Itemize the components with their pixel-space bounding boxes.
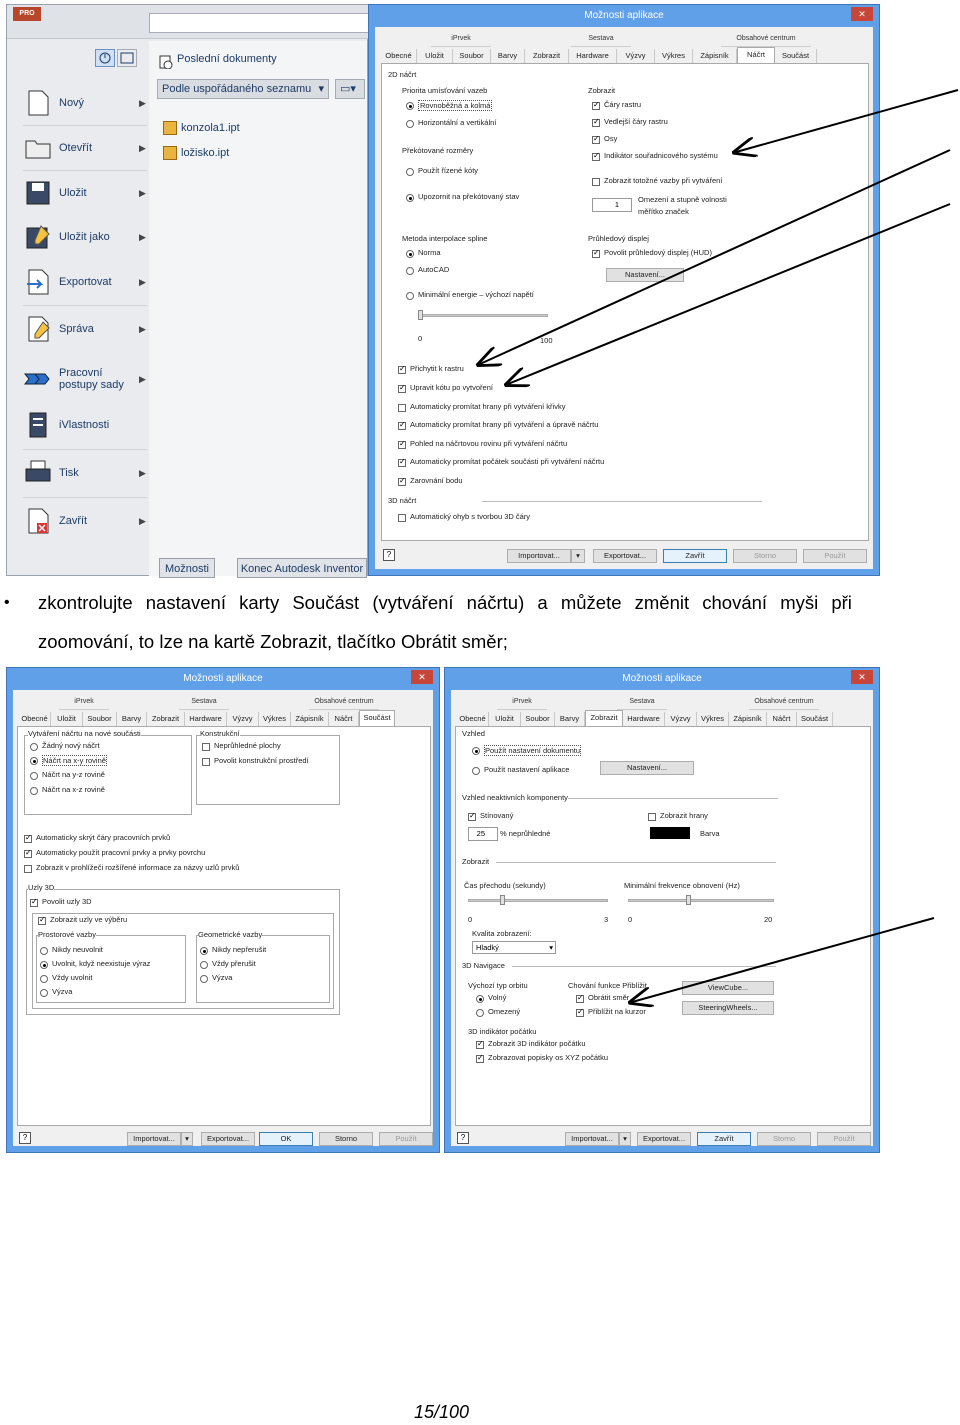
- checkbox-label: Automaticky promítat počátek součásti při vytváření náčrtu: [410, 457, 605, 466]
- apply-button[interactable]: Použít: [379, 1132, 433, 1146]
- radio-label: Výzva: [212, 973, 233, 982]
- menu-label: Správa: [59, 323, 94, 335]
- tab-general[interactable]: Obecné: [19, 712, 51, 726]
- section-2d-sketch: 2D náčrt: [388, 70, 417, 79]
- radio-label: Volný: [488, 993, 507, 1002]
- submenu-arrow-icon: ▶: [139, 142, 146, 153]
- close-button[interactable]: Zavřít: [697, 1132, 751, 1146]
- tab-part[interactable]: Součást: [797, 712, 833, 726]
- checkbox-label: Automatický ohyb s tvorbou 3D čáry: [410, 512, 531, 521]
- tab-part[interactable]: Součást: [775, 49, 817, 63]
- radio-label: AutoCAD: [418, 265, 450, 274]
- import-button[interactable]: Importovat...: [127, 1132, 181, 1146]
- tab-colors[interactable]: Barvy: [555, 712, 585, 726]
- radio-label: Norma: [418, 248, 441, 257]
- radio-label: Omezený: [488, 1007, 521, 1016]
- checkbox-label: Povolit průhledový displej (HUD): [604, 248, 712, 257]
- tab-part[interactable]: Součást: [359, 710, 395, 727]
- export-button[interactable]: Exportovat...: [201, 1132, 255, 1146]
- slider-min: 0: [418, 334, 423, 343]
- tab-notebook[interactable]: Zápisník: [291, 712, 329, 726]
- tab-save[interactable]: Uložit: [417, 49, 453, 63]
- close-button[interactable]: Zavřít: [663, 549, 727, 563]
- tab-drawing[interactable]: Výkres: [259, 712, 291, 726]
- menu-label: iVlastnosti: [59, 419, 110, 431]
- checkbox-label: Stínovaný: [480, 811, 514, 820]
- menu-label: Zavřít: [59, 515, 88, 527]
- tab-notebook[interactable]: Zápisník: [729, 712, 767, 726]
- orbit-title: Výchozí typ orbitu: [468, 981, 528, 990]
- submenu-arrow-icon: ▶: [139, 515, 146, 526]
- radio-label: Náčrt na x-z rovině: [42, 785, 105, 794]
- dialog-title: Možnosti aplikace: [584, 10, 664, 21]
- checkbox-label: Osy: [604, 134, 618, 143]
- chevron-down-icon: ▾: [549, 943, 553, 952]
- tab-group-label: Obsahové centrum: [749, 698, 819, 710]
- radio-label: Žádný nový náčrt: [42, 741, 100, 750]
- group-title: Vzhled: [462, 729, 485, 738]
- submenu-arrow-icon: ▶: [139, 187, 146, 198]
- menu-label: Nový: [59, 97, 85, 109]
- transition-label: Čas přechodu (sekundy): [464, 881, 546, 890]
- view-icon: ▭▾: [340, 83, 356, 95]
- tab-sketch[interactable]: Náčrt: [329, 712, 359, 726]
- checkbox-label: Automaticky použít pracovní prvky a prvky povrchu: [36, 848, 206, 857]
- submenu-arrow-icon: ▶: [139, 467, 146, 478]
- page-number: 15/100: [414, 1402, 470, 1422]
- tab-colors[interactable]: Barvy: [117, 712, 147, 726]
- slider-max: 3: [604, 915, 609, 924]
- arrow-to-coord-indicator: [736, 90, 958, 152]
- slider-max: 100: [540, 336, 553, 345]
- radio-label: Minimální energie – výchozí napětí: [418, 290, 534, 299]
- menu-label: Pracovní postupy sady: [59, 367, 124, 391]
- recent-file-name: ložisko.ipt: [181, 147, 230, 159]
- chevron-down-icon[interactable]: ▾: [181, 1132, 193, 1146]
- radio-label: Vždy uvolnit: [52, 973, 93, 982]
- menu-label: Uložit jako: [59, 231, 110, 243]
- sort-dropdown-value: Podle uspořádaného seznamu: [162, 83, 312, 95]
- opacity-stepper[interactable]: 25: [468, 827, 498, 841]
- tab-general[interactable]: Obecné: [381, 49, 417, 63]
- arrow-to-edit-dimension: [508, 204, 950, 384]
- close-icon[interactable]: ✕: [851, 7, 873, 21]
- group-title: Prostorové vazby: [38, 930, 96, 939]
- checkbox-label: Zarovnání bodu: [410, 476, 463, 485]
- radio-label: Horizontální a vertikální: [418, 118, 497, 127]
- slider-max: 20: [764, 915, 773, 924]
- checkbox-label: Automaticky promítat hrany při vytváření křivky: [410, 402, 566, 411]
- section-3d-sketch: 3D náčrt: [388, 496, 417, 505]
- tab-prompts[interactable]: Výzvy: [617, 49, 655, 63]
- submenu-arrow-icon: ▶: [139, 97, 146, 108]
- tab-group-label: iPrvek: [497, 698, 547, 710]
- checkbox-label: Neprůhledné plochy: [214, 741, 281, 750]
- import-button[interactable]: Importovat...: [565, 1132, 619, 1146]
- menu-label: Uložit: [59, 187, 87, 199]
- tab-display[interactable]: Zobrazit: [147, 712, 185, 726]
- quality-label: Kvalita zobrazení:: [472, 929, 532, 938]
- bullet-icon: •: [4, 594, 10, 611]
- tab-prompts[interactable]: Výzvy: [665, 712, 697, 726]
- color-label: Barva: [700, 829, 720, 838]
- tab-save[interactable]: Uložit: [489, 712, 521, 726]
- tab-colors[interactable]: Barvy: [491, 49, 525, 63]
- checkbox-label: Automaticky skrýt čáry pracovních prvků: [36, 833, 171, 842]
- group-title: Priorita umísťování vazeb: [402, 86, 488, 95]
- ok-button[interactable]: OK: [259, 1132, 313, 1146]
- checkbox-label: Povolit konstrukční prostředí: [214, 756, 309, 765]
- radio-label: Nikdy nepřerušit: [212, 945, 267, 954]
- group-title: Geometrické vazby: [198, 930, 263, 939]
- instruction-line-2: zoomování, to lze na kartě Zobrazit, tlačítko Obrátit směr;: [38, 631, 508, 652]
- radio-label: Použít nastavení aplikace: [484, 765, 570, 774]
- dialog-title: Možnosti aplikace: [183, 673, 263, 684]
- checkbox-label: Čáry rastru: [604, 100, 642, 109]
- origin-title: 3D indikátor počátku: [468, 1027, 537, 1036]
- checkbox-label: Přiblížit na kurzor: [588, 1007, 646, 1016]
- export-button[interactable]: Exportovat...: [593, 549, 657, 563]
- checkbox-label: Zobrazit uzly ve výběru: [50, 915, 128, 924]
- close-icon[interactable]: ✕: [851, 670, 873, 684]
- radio-label: Výzva: [52, 987, 73, 996]
- submenu-arrow-icon: ▶: [139, 276, 146, 287]
- recent-file-name: konzola1.ipt: [181, 122, 240, 134]
- tab-group-label: iPrvek: [59, 698, 109, 710]
- checkbox-label: Zobrazit totožné vazby při vytváření: [604, 176, 723, 185]
- tab-drawing[interactable]: Výkres: [697, 712, 729, 726]
- dialog-title: Možnosti aplikace: [622, 673, 702, 684]
- checkbox-label: Zobrazit hrany: [660, 811, 708, 820]
- chevron-down-icon[interactable]: ▾: [619, 1132, 631, 1146]
- tab-prompts[interactable]: Výzvy: [227, 712, 259, 726]
- viewcube-button[interactable]: ViewCube...: [682, 981, 774, 995]
- tab-sketch[interactable]: Náčrt: [767, 712, 797, 726]
- checkbox-label: Pohled na náčrtovou rovinu při vytváření náčrtu: [410, 439, 568, 448]
- exit-inventor-button[interactable]: Konec Autodesk Inventor: [237, 558, 367, 578]
- checkbox-label: Upravit kótu po vytvoření: [410, 383, 493, 392]
- radio-label: Použít nastavení dokumentu: [485, 746, 581, 755]
- group-title: Uzly 3D: [28, 883, 55, 892]
- apply-button[interactable]: Použít: [803, 549, 867, 563]
- tab-display[interactable]: Zobrazit: [525, 49, 569, 63]
- checkbox-label: Povolit uzly 3D: [42, 897, 92, 906]
- options-button[interactable]: Možnosti: [159, 558, 215, 578]
- checkbox-label: Zobrazit v prohlížeči rozšířené informace za názvy uzlů prvků: [36, 863, 240, 872]
- cancel-button[interactable]: Storno: [319, 1132, 373, 1146]
- group-title: Zobrazit: [588, 86, 616, 95]
- tab-hardware[interactable]: Hardware: [185, 712, 227, 726]
- radio-label: Náčrt na y-z rovině: [42, 770, 105, 779]
- import-button[interactable]: Importovat...: [507, 549, 571, 563]
- radio-label: Vždy přerušit: [212, 959, 256, 968]
- arrow-to-reverse-direction: [632, 918, 934, 1002]
- refresh-label: Minimální frekvence obnovení (Hz): [624, 881, 740, 890]
- radio-label: Uvolnit, když neexistuje výraz: [52, 959, 151, 968]
- group-title: Metoda interpolace spline: [402, 234, 488, 243]
- menu-label: Otevřít: [59, 142, 93, 154]
- radio-label: Náčrt na x-y rovině: [43, 756, 106, 765]
- checkbox-label: Zobrazovat popisky os XYZ počátku: [488, 1053, 609, 1062]
- steeringwheels-button[interactable]: SteeringWheels...: [682, 1001, 774, 1015]
- checkbox-label: Obrátit směr: [588, 993, 630, 1002]
- close-icon[interactable]: ✕: [411, 670, 433, 684]
- tab-group-label: Sestava: [571, 35, 631, 47]
- look-settings-button[interactable]: Nastavení...: [600, 761, 694, 775]
- slider-min: 0: [628, 915, 633, 924]
- checkbox-label: Automaticky promítat hrany při vytváření a úpravě náčrtu: [410, 420, 599, 429]
- tab-general[interactable]: Obecné: [457, 712, 489, 726]
- tab-sketch[interactable]: Náčrt: [737, 47, 775, 64]
- chevron-down-icon: ▾: [318, 83, 324, 95]
- menu-label: Exportovat: [59, 276, 112, 288]
- zoom-title: Chování funkce Přiblížit: [568, 981, 647, 990]
- tab-group-label: Obsahové centrum: [721, 35, 811, 47]
- pro-badge: PRO: [13, 7, 41, 21]
- tab-file[interactable]: Soubor: [521, 712, 555, 726]
- tab-drawing[interactable]: Výkres: [655, 49, 693, 63]
- export-button[interactable]: Exportovat...: [637, 1132, 691, 1146]
- tab-file[interactable]: Soubor: [453, 49, 491, 63]
- tab-file[interactable]: Soubor: [83, 712, 117, 726]
- group-title: Vytváření náčrtu na nové součásti: [28, 729, 141, 738]
- group-title: Průhledový displej: [588, 234, 649, 243]
- tab-display[interactable]: Zobrazit: [585, 710, 623, 727]
- cancel-button[interactable]: Storno: [757, 1132, 811, 1146]
- checkbox-label: Vedlejší čáry rastru: [604, 117, 668, 126]
- help-icon[interactable]: ?: [19, 1132, 31, 1144]
- tab-hardware[interactable]: Hardware: [623, 712, 665, 726]
- checkbox-label: Zobrazit 3D indikátor počátku: [488, 1039, 586, 1048]
- radio-label: Použít řízené kóty: [418, 166, 479, 175]
- cancel-button[interactable]: Storno: [733, 549, 797, 563]
- help-icon[interactable]: ?: [383, 549, 395, 561]
- dof-scale-stepper[interactable]: 1: [592, 198, 632, 212]
- tab-group-label: Sestava: [617, 698, 667, 710]
- quality-value: Hladký: [476, 943, 499, 952]
- group-title: Překótované rozměry: [402, 146, 474, 155]
- recent-documents-title: Poslední dokumenty: [177, 53, 277, 65]
- menu-label: Tisk: [59, 467, 79, 479]
- chevron-down-icon[interactable]: ▾: [571, 549, 585, 563]
- tab-hardware[interactable]: Hardware: [569, 49, 617, 63]
- group-title: 3D Navigace: [462, 961, 505, 970]
- checkbox-label: Přichytit k rastru: [410, 364, 464, 373]
- hud-settings-button[interactable]: Nastavení...: [606, 268, 684, 282]
- group-title: Konstrukční: [200, 729, 240, 738]
- help-icon[interactable]: ?: [457, 1132, 469, 1144]
- arrow-to-snap-grid: [480, 150, 950, 364]
- submenu-arrow-icon: ▶: [139, 231, 146, 242]
- tab-group-label: Obsahové centrum: [309, 698, 379, 710]
- submenu-arrow-icon: ▶: [139, 373, 146, 384]
- apply-button[interactable]: Použít: [817, 1132, 871, 1146]
- tab-group-label: Sestava: [179, 698, 229, 710]
- checkbox-label: Indikátor souřadnicového systému: [604, 151, 718, 160]
- group-title: Zobrazit: [462, 857, 490, 866]
- tab-group-label: iPrvek: [431, 35, 491, 47]
- radio-label: Nikdy neuvolnit: [52, 945, 103, 954]
- slider-min: 0: [468, 915, 473, 924]
- radio-label: Rovnoběžná a kolmá: [420, 101, 491, 110]
- submenu-arrow-icon: ▶: [139, 323, 146, 334]
- instruction-line-1: zkontrolujte nastavení karty Součást (vytváření náčrtu) a můžete změnit chování myši při: [38, 592, 852, 613]
- tab-notebook[interactable]: Zápisník: [693, 49, 737, 63]
- radio-label: Upozornit na překótovaný stav: [418, 192, 520, 201]
- dof-label: Omezení a stupně volnosti měřítko značek: [638, 195, 727, 216]
- opacity-label: % neprůhledné: [500, 829, 551, 838]
- tab-save[interactable]: Uložit: [51, 712, 83, 726]
- group-title: Vzhled neaktivních komponenty: [462, 793, 568, 802]
